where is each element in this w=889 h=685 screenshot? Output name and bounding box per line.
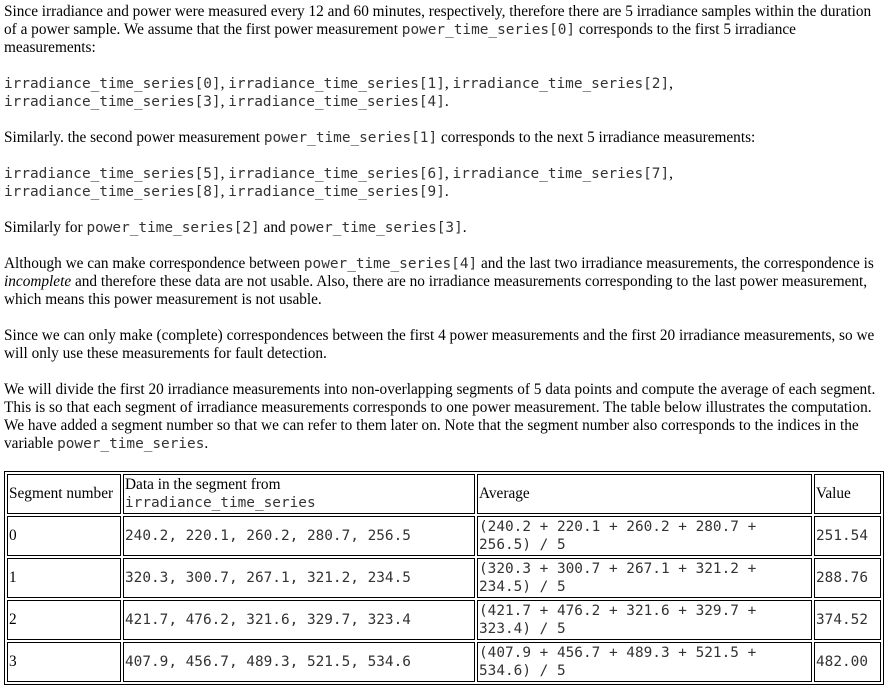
header-segment-number: Segment number [7, 474, 121, 514]
header-data: Data in the segment from irradiance_time_series [123, 474, 475, 514]
segment-table [4, 471, 884, 685]
code-irradiance-5: irradiance_time_series[5] [4, 166, 221, 182]
code-irradiance-6: irradiance_time_series[6] [228, 166, 445, 182]
cell-value: 251.54 [814, 516, 881, 556]
cell-average: (320.3 + 300.7 + 267.1 + 321.2 + 234.5) / 5 [477, 558, 812, 598]
table-row [7, 516, 881, 556]
code-irradiance-9: irradiance_time_series[9] [228, 184, 445, 200]
code-power-series-4: power_time_series[4] [303, 256, 478, 272]
cell-data: 407.9, 456.7, 489.3, 521.5, 534.6 [123, 642, 475, 682]
correspondence-paragraph: Since we can only make (complete) correspondences between the first 4 power measurements and the first 20 irradiance measurements, so we will only use these measurements for fault detection. [4, 327, 875, 362]
intro-paragraph: Since irradiance and power were measured every 12 and 60 minutes, respectively, therefore there are 5 irradiance samples within the duration of a power sample. We assume that the first power measurement power_time_series[0] corresponds to the first 5 irradiance measurements: [4, 3, 872, 56]
cell-data: 240.2, 220.1, 260.2, 280.7, 256.5 [123, 516, 475, 556]
code-power-series-3: power_time_series[3] [289, 220, 463, 236]
table-row [7, 558, 881, 598]
code-irradiance-0: irradiance_time_series[0] [4, 76, 221, 92]
header-data-code: irradiance_time_series [125, 495, 316, 511]
code-irradiance-8: irradiance_time_series[8] [4, 184, 221, 200]
table-row [7, 600, 881, 640]
irradiance-list-2: irradiance_time_series[5], irradiance_time_series[6], irradiance_time_series[7], irradiance_time_series[8], irradiance_time_series[9]. [4, 165, 673, 200]
table-row [7, 642, 881, 682]
cell-segment: 2 [7, 600, 121, 640]
similarly-paragraph: Similarly for power_time_series[2] and power_time_series[3]. [4, 219, 467, 236]
code-power-series-1: power_time_series[1] [263, 130, 438, 146]
cell-data: 320.3, 300.7, 267.1, 321.2, 234.5 [123, 558, 475, 598]
code-power-series-2: power_time_series[2] [86, 220, 260, 236]
header-value: Value [814, 474, 881, 514]
irradiance-list-1: irradiance_time_series[0], irradiance_time_series[1], irradiance_time_series[2], irradiance_time_series[3], irradiance_time_series[4]. [4, 75, 673, 110]
header-average: Average [477, 474, 812, 514]
code-irradiance-1: irradiance_time_series[1] [228, 76, 445, 92]
incomplete-paragraph: Although we can make correspondence between power_time_series[4] and the last two irradiance measurements, the correspondence is incomplete and therefore these data are not usable. Also, there are no irradiance measurements corresponding to the last power measurement, which means this power measurement is not usable. [4, 255, 874, 308]
cell-segment: 0 [7, 516, 121, 556]
cell-value: 482.00 [814, 642, 881, 682]
table-header-row [7, 474, 881, 514]
cell-segment: 3 [7, 642, 121, 682]
cell-data: 421.7, 476.2, 321.6, 329.7, 323.4 [123, 600, 475, 640]
cell-average: (240.2 + 220.1 + 260.2 + 280.7 + 256.5) / 5 [477, 516, 812, 556]
code-irradiance-3: irradiance_time_series[3] [4, 94, 221, 110]
segment-table-wrapper [4, 471, 884, 685]
segment-paragraph: We will divide the first 20 irradiance measurements into non-overlapping segments of 5 data points and compute the average of each segment. This is so that each segment of irradiance measurements corresponds to one power measurement. The table below illustrates the computation. We have added a segment number so that we can refer to them later on. Note that the segment number also corresponds to the indices in the variable power_time_series. [4, 381, 876, 452]
code-irradiance-4: irradiance_time_series[4] [228, 94, 445, 110]
cell-value: 374.52 [814, 600, 881, 640]
code-power-series-0: power_time_series[0] [401, 22, 576, 38]
cell-average: (421.7 + 476.2 + 321.6 + 329.7 + 323.4) / 5 [477, 600, 812, 640]
cell-average: (407.9 + 456.7 + 489.3 + 521.5 + 534.6) / 5 [477, 642, 812, 682]
second-power-paragraph: Similarly. the second power measurement power_time_series[1] corresponds to the next 5 irradiance measurements: [4, 129, 756, 146]
code-irradiance-7: irradiance_time_series[7] [452, 166, 670, 182]
emphasis-incomplete: incomplete [4, 273, 72, 290]
cell-segment: 1 [7, 558, 121, 598]
code-irradiance-2: irradiance_time_series[2] [452, 76, 670, 92]
code-power-series: power_time_series [57, 436, 205, 452]
cell-value: 288.76 [814, 558, 881, 598]
